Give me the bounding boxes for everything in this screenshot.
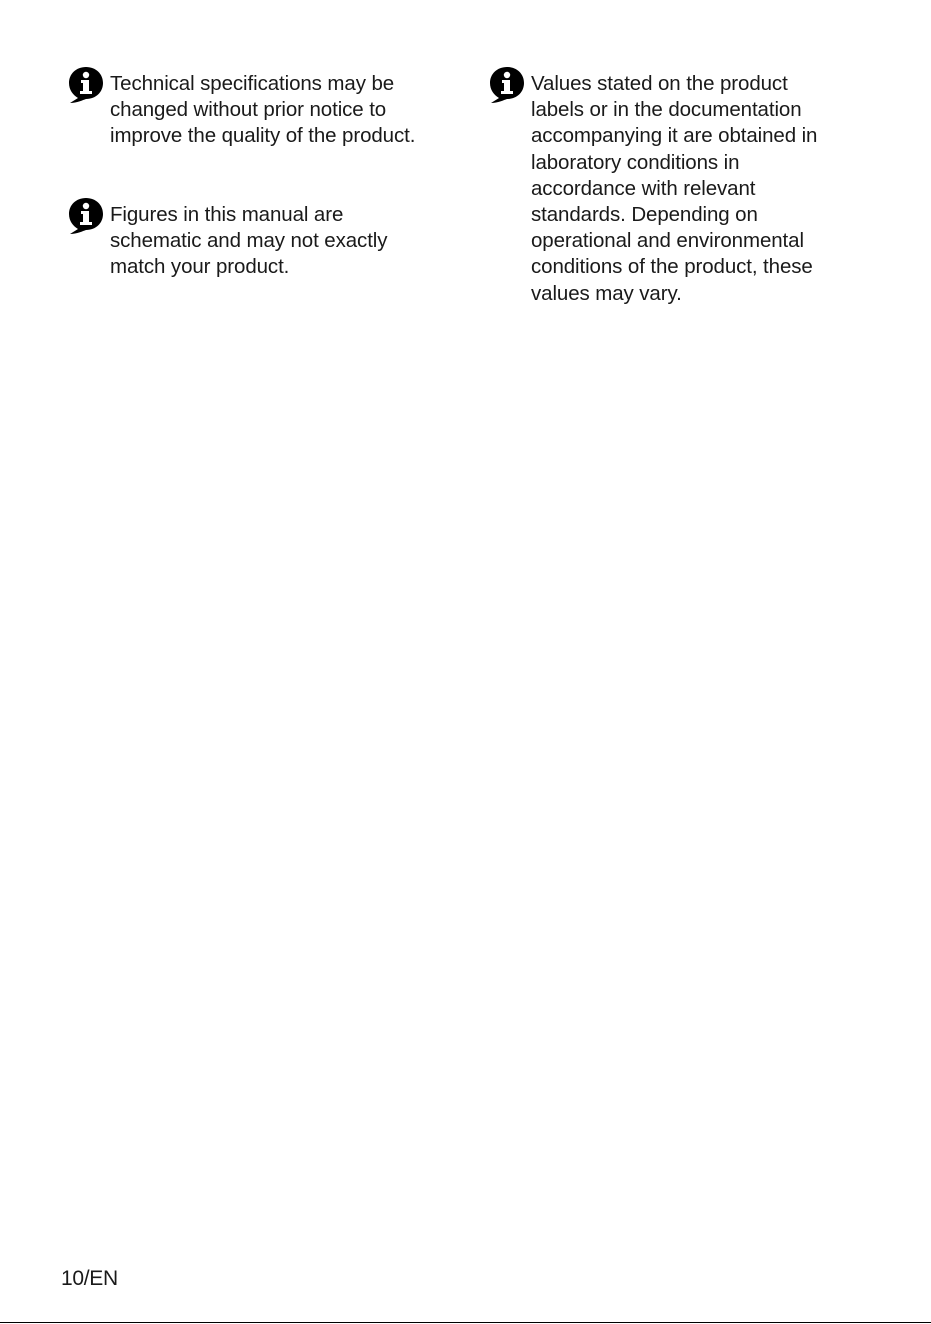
note-text: Figures in this manual are schematic and may not exactly match your product. [110,203,388,279]
note-text: Values stated on the product labels or in the documentation accompanying it are obtained in laboratory conditions in accordance with relevant standards. Depending on operational and environmental conditions of the product, these values may vary. [531,72,818,305]
page-number: 10/EN [61,1267,118,1290]
info-icon [67,196,105,236]
info-note-technical-specifications [67,71,447,150]
info-icon [67,65,105,105]
bottom-divider [0,1322,931,1323]
note-text: Technical specifications may be changed without prior notice to improve the quality of the product. [110,72,416,148]
info-note-label-values [488,71,868,307]
info-icon [488,65,526,105]
info-note-figures-schematic [67,202,447,281]
